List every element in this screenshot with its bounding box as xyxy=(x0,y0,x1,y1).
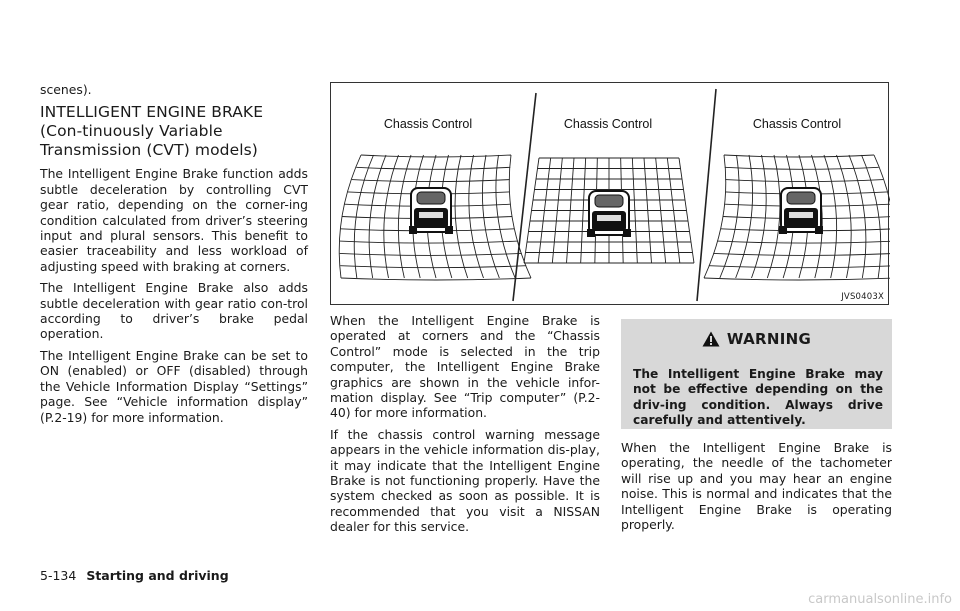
warning-icon xyxy=(702,331,720,347)
warning-text: The Intelligent Engine Brake may not be effective depending on the driv-ing condition. Always drive carefully and attentively. xyxy=(633,367,883,428)
figure-illustration xyxy=(331,83,890,306)
paragraph-1: The Intelligent Engine Brake function adds subtle deceleration by controlling CVT gear ratio, depending on the corner-ing condition calculated from driver’s steering input and plural sensors. This benefit to easier traceability and less workload of adjusting speed with braking at corners. xyxy=(40,166,308,274)
paragraph-4: When the Intelligent Engine Brake is operated at corners and the “Chassis Control” mode is selected in the trip computer, the Intelligent Engine Brake graphics are shown in the vehicle infor-mation display. See “Trip computer” (P.2-40) for more information. xyxy=(330,313,600,421)
page-number: 5-134 xyxy=(40,568,77,583)
left-column xyxy=(40,82,308,431)
figure-code: JVS0403X xyxy=(841,292,884,302)
paragraph-2: The Intelligent Engine Brake also adds subtle deceleration with gear ratio con-trol according to driver’s brake pedal operation. xyxy=(40,280,308,342)
panel-2-title: Chassis Control xyxy=(563,117,653,131)
panel-divider-1 xyxy=(513,93,536,301)
paragraph-3: The Intelligent Engine Brake can be set to ON (enabled) or OFF (disabled) through the Vehicle Information Display “Settings” page. See “Vehicle information display” (P.2-19) for more information. xyxy=(40,347,308,425)
panel-1-title: Chassis Control xyxy=(383,117,473,131)
page-footer xyxy=(40,568,229,583)
panel-3-title: Chassis Control xyxy=(752,117,842,131)
intro-text: scenes). xyxy=(40,82,92,97)
right-column xyxy=(621,440,892,538)
car-icon-1 xyxy=(409,188,453,234)
warning-title: WARNING xyxy=(726,330,812,348)
paragraph-6: When the Intelligent Engine Brake is operating, the needle of the tachometer will rise up and you may hear an engine noise. This is normal and indicates that the Intelligent Engine Brake is operating properly. xyxy=(621,440,892,533)
car-icon-3 xyxy=(779,188,823,234)
warning-box xyxy=(621,319,892,429)
chassis-control-figure xyxy=(330,82,889,305)
middle-column xyxy=(330,313,600,541)
paragraph-5: If the chassis control warning message appears in the vehicle information dis-play, it may indicate that the Intelligent Engine Brake is not functioning properly. Have the system checked as soon as possible. It is recommended that you visit a NISSAN dealer for this service. xyxy=(330,426,600,535)
car-icon-2 xyxy=(587,191,631,237)
panel-divider-2 xyxy=(697,89,716,301)
section-name: Starting and driving xyxy=(86,568,229,583)
watermark: carmanualsonline.info xyxy=(808,592,952,607)
section-heading: INTELLIGENT ENGINE BRAKE (Con-tinuously Variable Transmission (CVT) models) xyxy=(40,103,264,160)
